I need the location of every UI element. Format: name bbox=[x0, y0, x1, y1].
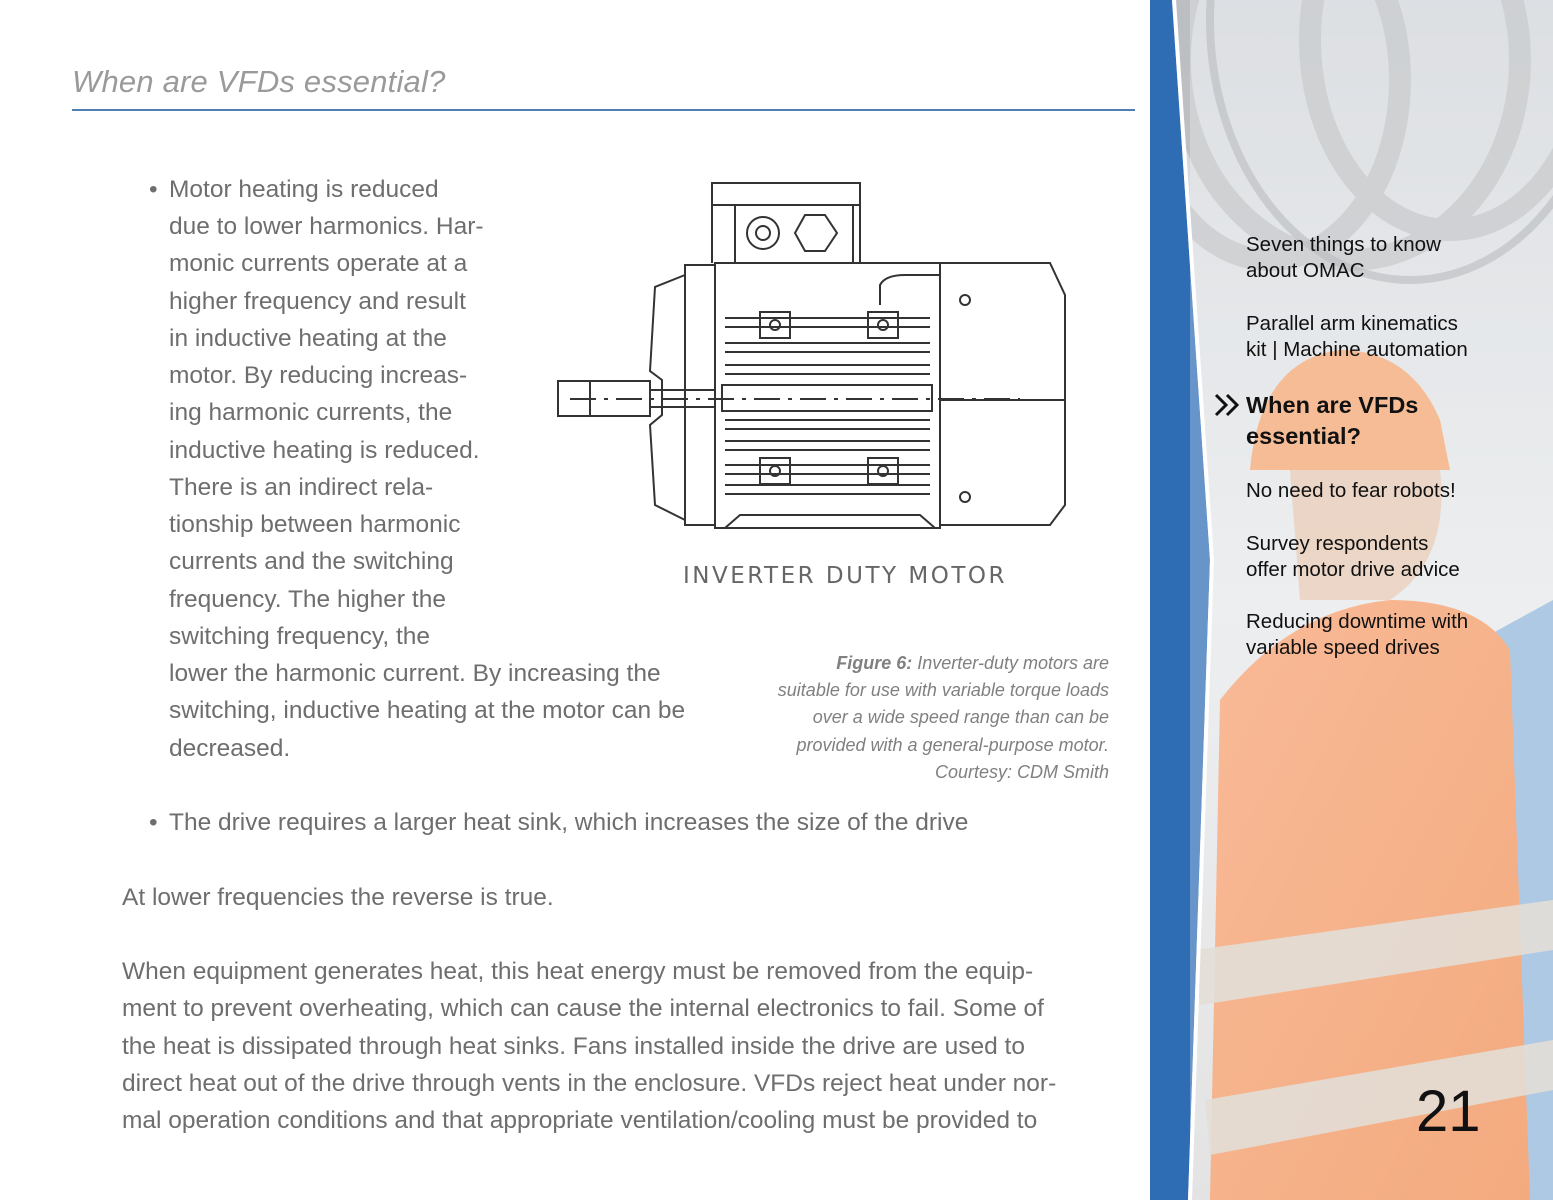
worker-photo bbox=[1150, 0, 1553, 1200]
bullet-1-line: motor. By reducing increas- bbox=[169, 362, 468, 389]
caption-text: suitable for use with variable torque loads bbox=[777, 680, 1109, 701]
bullet-1-line: switching, inductive heating at the motor can be bbox=[169, 697, 686, 724]
bullet-2-text: The drive requires a larger heat sink, which increases the size of the drive bbox=[169, 809, 969, 836]
caption-text: Inverter-duty motors are bbox=[912, 653, 1109, 673]
sidebar-item-label: offer motor drive advice bbox=[1246, 557, 1460, 581]
sidebar-item-label: about OMAC bbox=[1246, 258, 1365, 282]
title-divider bbox=[72, 109, 1135, 111]
sidebar-item-robots[interactable] bbox=[1246, 478, 1546, 504]
sidebar-item-vfds[interactable] bbox=[1246, 390, 1546, 452]
sidebar-panel bbox=[1150, 0, 1553, 1200]
sidebar-item-parallel-arm[interactable] bbox=[1246, 311, 1546, 362]
figure-drawing-label: INVERTER DUTY MOTOR bbox=[683, 563, 1007, 589]
sidebar-item-label: Survey respondents bbox=[1246, 532, 1429, 555]
paragraph-line: ment to prevent overheating, which can cause the internal electronics to fail. Some of bbox=[122, 995, 1044, 1022]
bullet-1-line: switching frequency, the bbox=[169, 623, 431, 650]
sidebar-item-label: kit | Machine automation bbox=[1246, 337, 1468, 361]
sidebar-item-label: Seven things to know bbox=[1246, 233, 1441, 256]
caption-text: over a wide speed range than can be bbox=[812, 707, 1109, 728]
paragraph: At lower frequencies the reverse is true. bbox=[122, 884, 554, 911]
bullet-marker: • bbox=[149, 176, 158, 203]
motor-figure bbox=[550, 175, 1075, 600]
bullet-1-line: frequency. The higher the bbox=[169, 586, 446, 613]
figure-caption bbox=[700, 650, 1109, 786]
bullet-1-line: Motor heating is reduced bbox=[169, 176, 439, 203]
paragraph-line: direct heat out of the drive through vents in the enclosure. VFDs reject heat under nor- bbox=[122, 1070, 1057, 1097]
sidebar-item-downtime[interactable] bbox=[1246, 609, 1546, 660]
double-chevron-right-icon bbox=[1213, 392, 1243, 418]
caption-text: provided with a general-purpose motor. bbox=[796, 734, 1109, 755]
page-number: 21 bbox=[1416, 1079, 1481, 1144]
caption-label: Figure 6: bbox=[836, 653, 913, 673]
bullet-1-line: inductive heating is reduced. bbox=[169, 437, 480, 464]
section-title: When are VFDs essential? bbox=[72, 64, 446, 99]
bullet-1-line: higher frequency and result bbox=[169, 288, 466, 315]
bullet-1-line: lower the harmonic current. By increasing the bbox=[169, 660, 661, 687]
bullet-1-line: due to lower harmonics. Har- bbox=[169, 213, 484, 240]
sidebar-item-label: essential? bbox=[1246, 423, 1361, 449]
sidebar-item-label: variable speed drives bbox=[1246, 635, 1440, 659]
bullet-1-line: decreased. bbox=[169, 735, 291, 762]
paragraph-line: When equipment generates heat, this heat energy must be removed from the equip- bbox=[122, 958, 1034, 985]
inverter-duty-motor-drawing bbox=[550, 175, 1075, 600]
sidebar-item-label: Reducing downtime with bbox=[1246, 610, 1469, 633]
caption-credit: Courtesy: CDM Smith bbox=[934, 761, 1109, 782]
bullet-1-line: in inductive heating at the bbox=[169, 325, 447, 352]
bullet-1-line: ing harmonic currents, the bbox=[169, 399, 453, 426]
sidebar-item-label: Parallel arm kinematics bbox=[1246, 312, 1458, 335]
bullet-1-line: tionship between harmonic bbox=[169, 511, 461, 538]
sidebar-item-survey[interactable] bbox=[1246, 531, 1546, 582]
paragraph-line: the heat is dissipated through heat sinks. Fans installed inside the drive are used to bbox=[122, 1033, 1025, 1060]
bullet-1-line: currents and the switching bbox=[169, 548, 454, 575]
sidebar-item-label: No need to fear robots! bbox=[1246, 479, 1456, 502]
bullet-marker: • bbox=[149, 809, 158, 836]
sidebar-item-omac[interactable] bbox=[1246, 232, 1546, 283]
paragraph-line: mal operation conditions and that appropriate ventilation/cooling must be provided to bbox=[122, 1107, 1038, 1134]
bullet-1-line: There is an indirect rela- bbox=[169, 474, 434, 501]
sidebar-item-label: When are VFDs bbox=[1246, 392, 1419, 418]
bullet-1-line: monic currents operate at a bbox=[169, 250, 468, 277]
